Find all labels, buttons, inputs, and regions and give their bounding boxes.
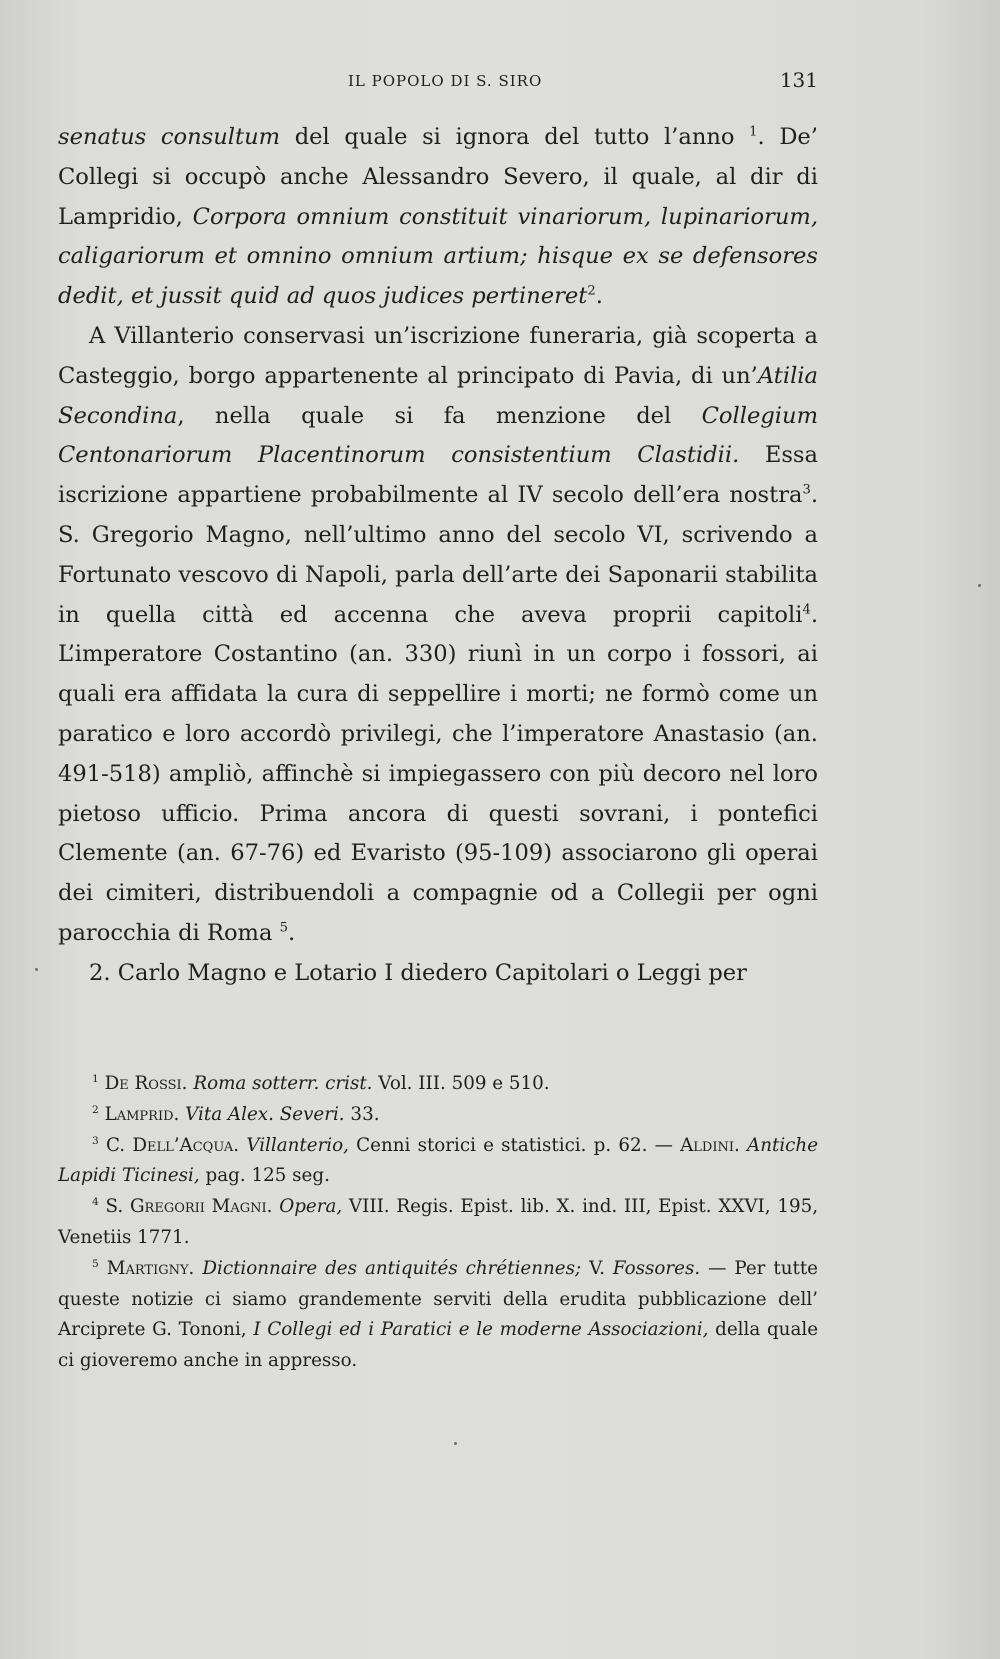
footnote-number: 3 [92,1133,99,1147]
page-number: 131 [779,68,818,92]
running-head: IL POPOLO DI S. SIRO [348,72,543,90]
text-run: V. [581,1257,613,1279]
footnote-ref-3: 3 [802,482,811,498]
paragraph-1 [58,118,818,317]
text-run: 2. Carlo Magno e Lotario I diedero Capitolari o Leggi per [89,959,747,986]
author-name: De Rossi. [104,1073,188,1094]
paper-speck [978,584,981,587]
footnote-5 [58,1254,818,1377]
work-title: Dictionnaire des antiquités chrétiennes; [202,1257,582,1279]
footnote-3 [58,1131,818,1193]
footnotes [58,1069,818,1377]
text-run: Essa iscrizione appartiene probabilmente al IV secolo dell’era nostra [58,442,818,509]
text-run: . [287,919,296,946]
text-run: C. [105,1134,133,1156]
author-name: Aldini. [680,1134,740,1156]
footnote-number: 2 [92,1102,99,1116]
author-name: Martigny. [106,1257,195,1279]
text-run: VIII. Regis. Epist. lib. X. ind. III, Epist. XXVI, 195, Venetiis 1771. [58,1196,819,1248]
latin-quotation: Corpora omnium constituit vinariorum, lupinariorum, caligariorum et omnino omnium artium; hisque ex se defensores dedit, et jussit quid ad quos judices pertineret [58,203,818,310]
paragraph-2 [58,317,818,954]
entry-title: Fossores. [612,1257,701,1279]
work-title: Vita Alex. Severi. [185,1103,345,1125]
latin-inscription: Collegium Centonariorum Placentinorum consistentium Clastidii. [58,402,818,469]
footnote-1 [58,1069,818,1100]
footnote-number: 5 [92,1256,99,1270]
author-name: Dell’Acqua. [132,1134,240,1156]
work-title: Villanterio, [246,1134,349,1156]
text-run: . L’imperatore Costantino (an. 330) riunì in un corpo i fossori, ai quali era affidata la cura di seppellire i morti; ne formò come un paratico e loro accordò privilegi, che l’imperatore Anastasio (an. 491-518) ampliò, affinchè si impiegassero con più decoro nel loro pietoso ufficio. Prima ancora di questi sovrani, i pontefici Clemente (an. 67-76) ed Evaristo (95-109) associarono gli operai dei cimiteri, distribuendoli a compagnie od a Collegii per ogni parocchia di Roma [58,601,818,946]
text-run: . De’ Collegi si occupò anche Alessandro Severo, il quale, al dir di Lampridio, [58,124,818,230]
text-run: Cenni storici e statistici. p. 62. — [348,1134,681,1156]
footnote-ref-1: 1 [749,124,758,140]
italic-phrase: senatus consultum [58,124,281,150]
footnote-2 [58,1100,818,1131]
paragraph-3 [58,954,818,994]
text-run: della quale ci gioveremo anche in appresso. [58,1319,819,1372]
work-title: Roma sotterr. crist. [193,1073,373,1094]
footnote-4 [58,1192,818,1254]
footnote-ref-4: 4 [802,602,811,618]
paper-speck [454,1442,457,1445]
text-run: , nella quale si fa menzione del [177,402,702,429]
page-header [58,68,818,96]
paper-speck [35,968,38,971]
text-run: . S. Gregorio Magno, nell’ultimo anno del secolo VI, scrivendo a Fortunato vescovo di Napoli, parla dell’arte dei Saponarii stabilita in quella città ed accenna che aveva proprii capitoli [58,482,818,628]
text-run: A Villanterio conservasi un’iscrizione funeraria, già scoperta a Casteggio, borgo appartenente al principato di Pavia, di un’ [58,322,818,389]
text-run: Vol. III. 509 e 510. [372,1073,550,1094]
italic-name: Atilia Secondina [58,362,818,429]
footnote-number: 1 [92,1071,99,1085]
text-run: pag. 125 seg. [199,1165,330,1187]
footnote-ref-5: 5 [279,920,288,936]
text-run: del quale si ignora del tutto l’anno [280,124,750,150]
author-name: Lamprid. [104,1103,180,1125]
text-run: — Per tutte queste notizie ci siamo grandemente serviti della erudita pubblicazione dell’ Arciprete G. Tononi, [58,1257,818,1341]
work-title: Opera, [279,1196,343,1218]
main-text [58,118,818,994]
publication-title: I Collegi ed i Paratici e le moderne Associazioni, [253,1319,709,1341]
text-run: S. [105,1196,130,1218]
author-name: Gregorii Magni. [129,1196,273,1218]
text-run: 33. [344,1103,380,1125]
footnote-number: 4 [92,1195,99,1209]
text-run: . [595,283,603,310]
work-title: Antiche Lapidi Ticinesi, [58,1134,819,1187]
footnote-ref-2: 2 [587,283,596,299]
